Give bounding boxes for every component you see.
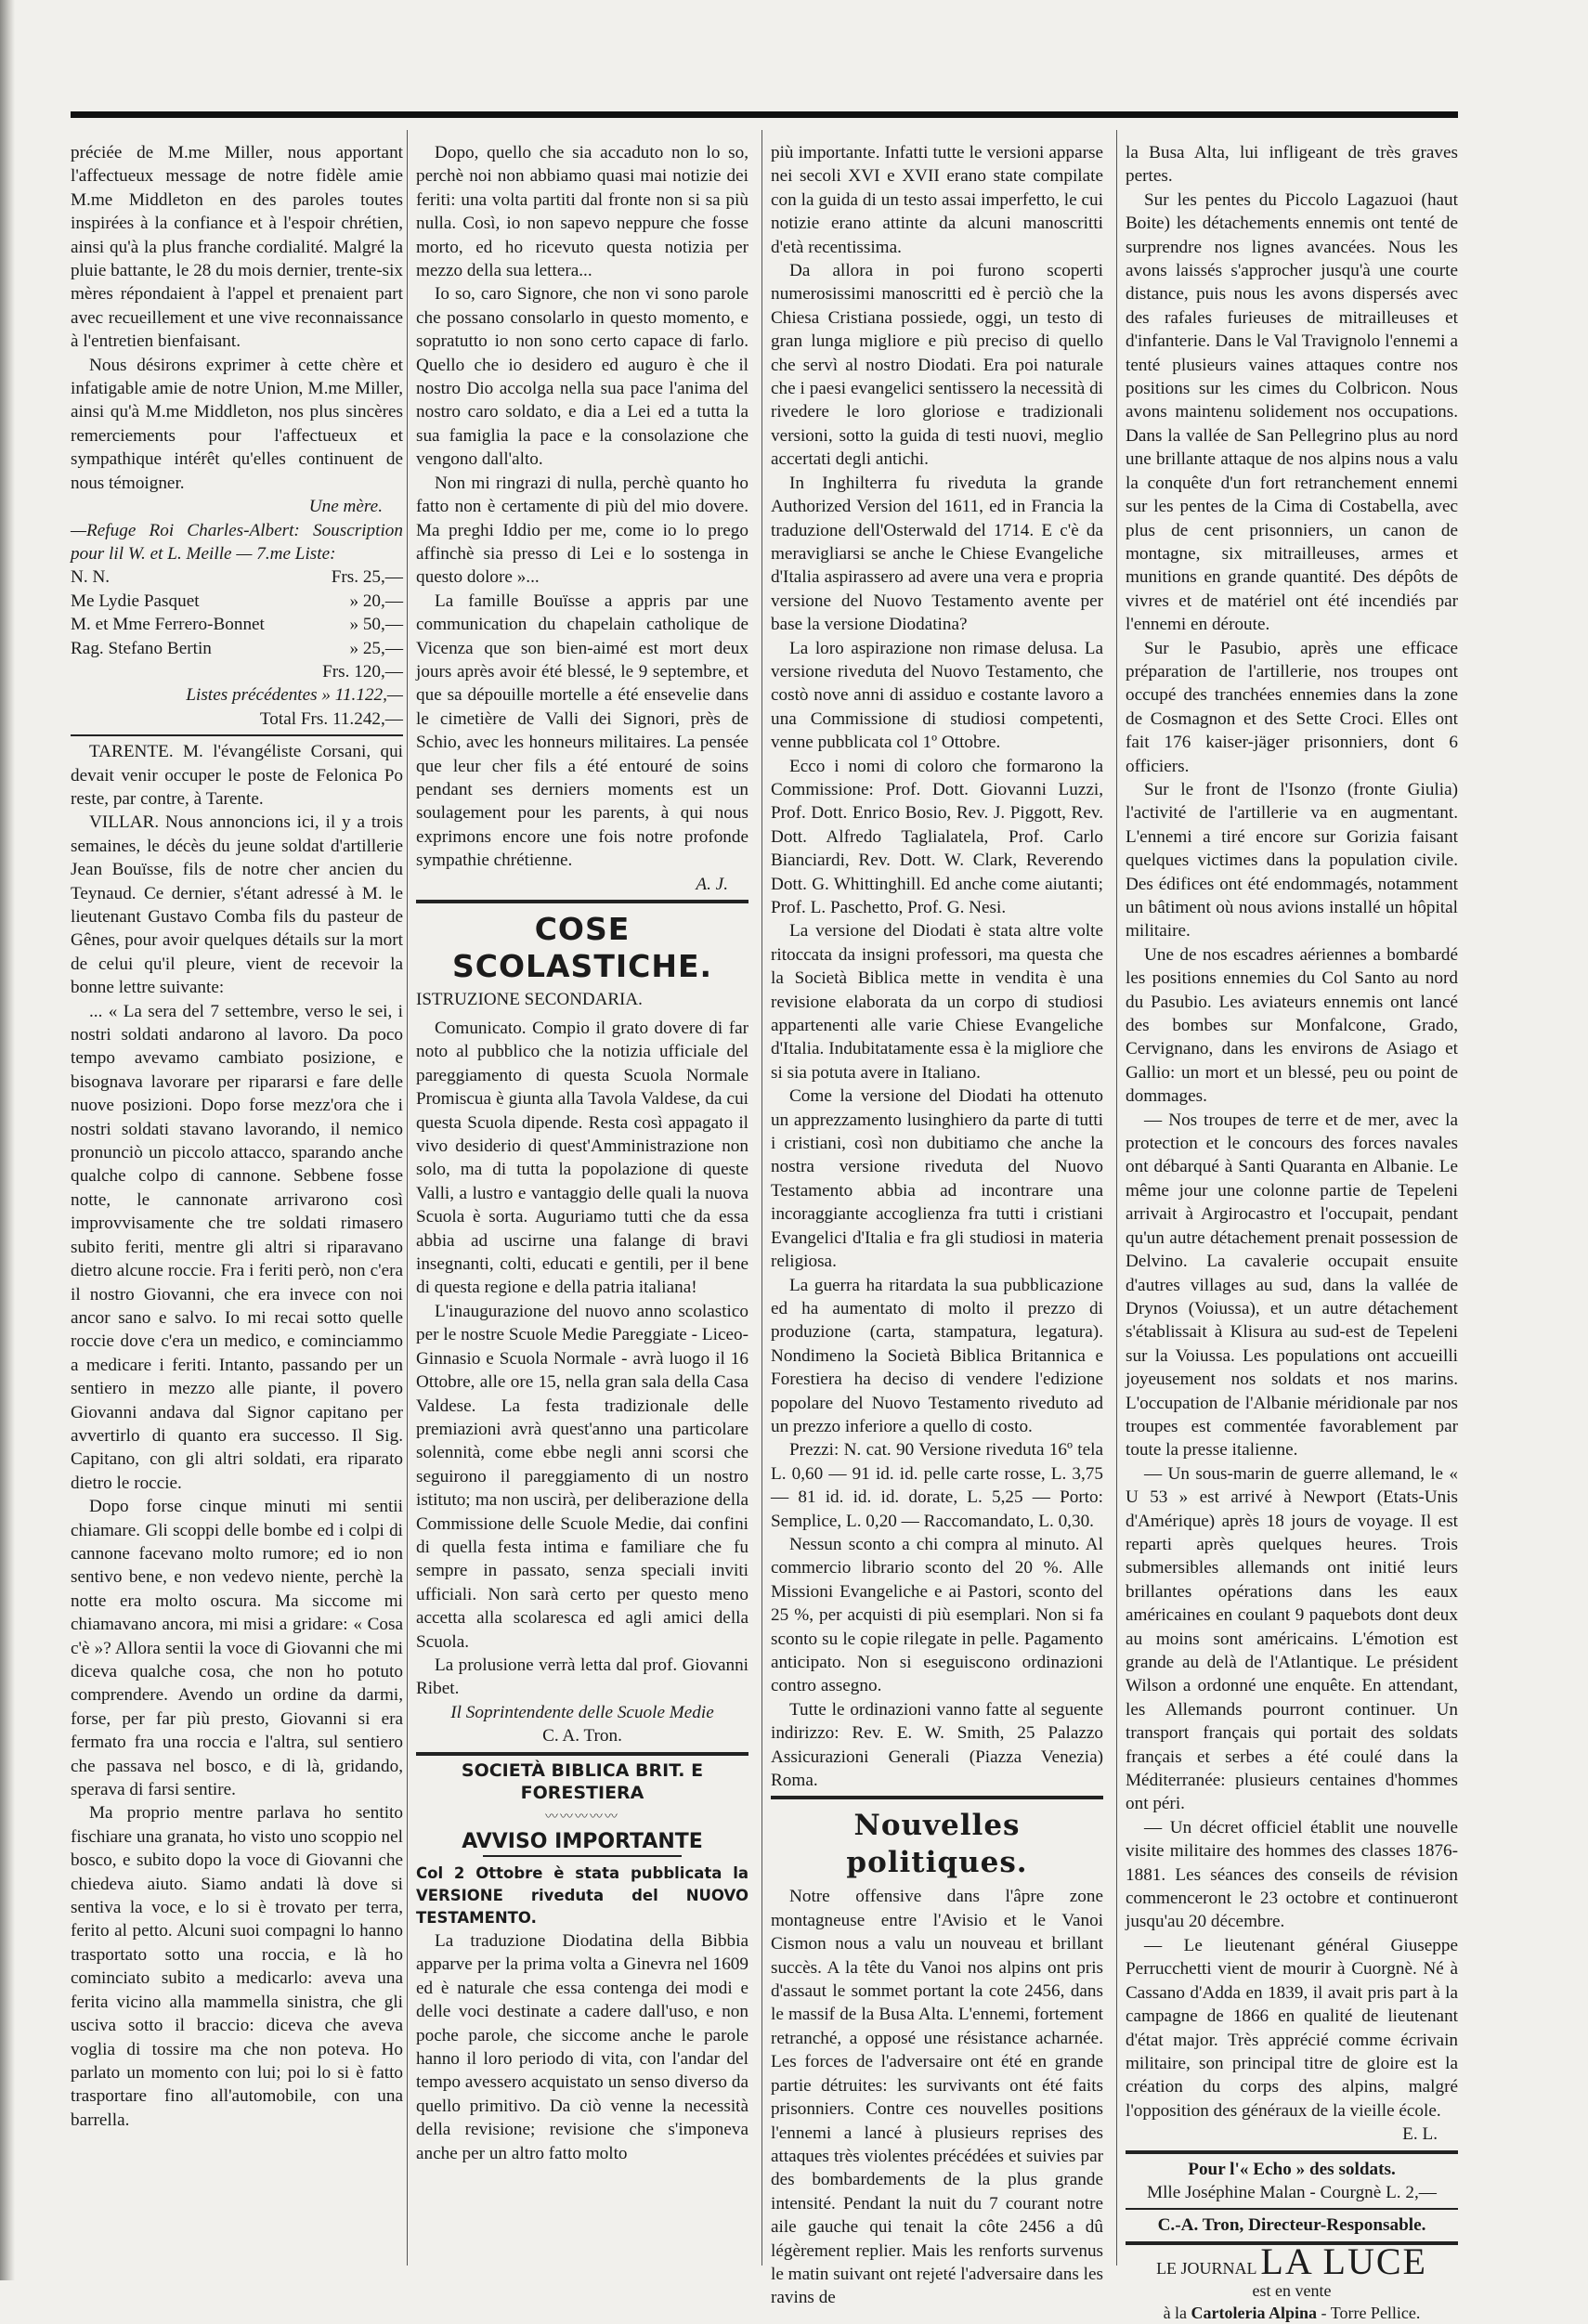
paragraph: In Inghilterra fu riveduta la grande Authorized Version del 1611, ed in Francia la traduzione dell'Osterwald del 1714. E c'è da meravigliarsi se anche le Chiese Evangeliche d'Italia aspirassero ad avere una vera e propria versione del Nuovo Testamento avente per base la versione Diodatina? (771, 473, 1103, 635)
divider (71, 734, 403, 736)
section-heading: SOCIETÀ BIBLICA BRIT. E FORESTIERA (461, 1759, 704, 1803)
paragraph: ... « La sera del 7 settembre, verso le sei, i nostri soldati andarono al lavoro. Da poco tempo avevamo cambiato posizione, e bisognava lavorare per ripararsi e fare delle nuove posizioni. Dopo forse mezz'ora che i nostri soldati stavano lavorando, il nemico pronunciò un piccolo attacco, sparando anche qualche colpo di cannone. Sebbene fosse notte, le cannonate arrivarono così improvvisamente che tre soldati rimasero subito feriti, mentre gli altri si riparavano dietro alcune roccie. Fra i feriti però, non c'era il nostro Giovanni, che era invece con noi ancor sano e salvo. Io mi recai sotto quelle roccie dove c'era un medico, e cominciammo a medicare i feriti. Intanto, passando per un sentiero in mezzo alle piante, il povero Giovanni andava dal Signor capitano per avvertirlo di quanto era successo. Il Sig. Capitano, con gli altri soldati, era riparato dietro le roccie. (71, 1001, 403, 1493)
divider (483, 1855, 683, 1857)
paragraph: Une de nos escadres aériennes a bombardé les positions ennemies du Col Santo au nord du Pasubio. Les aviateurs ennemis ont lancé des bombes sur Monfalcone, Grado, Cervignano, dans les environs de Asiago et Gallio: un mort et un blessé, peu ou point de dommages. (1126, 944, 1458, 1107)
paragraph: La guerra ha ritardata la sua pubblicazione ed ha aumentato di molto il prezzo di produzione (carta, stampatura, legatura). Nondimeno la Società Biblica Britannica e Forestiera ha deciso di vendere l'edizione popolare del Nuovo Testamento riveduto ad un prezzo inferiore a quello di costo. (771, 1275, 1103, 1436)
ornament-rule: 〰〰〰〰〰 (545, 1810, 619, 1824)
column-3 (771, 141, 1103, 2308)
divider (1126, 2150, 1458, 2154)
subscription-row: N. N. Frs. 25,— (71, 567, 403, 588)
subscription-row: Me Lydie Pasquet » 20,— (71, 591, 403, 611)
paragraph: Da allora in poi furono scoperti numerosissimi manoscritti ed è perciò che la Chiesa Cristiana possiede, oggi, un testo di gran lunga migliore e più preciso di quello che servì al nostro Diodati. Era poi naturale che i paesi evangelici sentissero la necessità di rivedere le loro gloriose e tradizionali versioni, sotto la guida di testi nuovi, meglio accertati degli antichi. (771, 261, 1103, 470)
paragraph: La prolusione verrà letta dal prof. Giovanni Ribet. (416, 1655, 748, 1699)
subscription-list (71, 565, 403, 731)
paragraph: — Le lieutenant général Giuseppe Perrucchetti vient de mourir à Cuorgnè. Né à Cassano d'Adda en 1839, il avait pris part à la campagne de 1866 en qualité de lieutenant d'état major. Très apprécié comme écrivain militaire, son principal titre de gloire est la création du corps des alpins, malgré l'opposition des généraux de la vieille école. (1126, 1935, 1458, 2121)
echo-line: Mlle Joséphine Malan - Courgnè L. 2,— (1147, 2182, 1437, 2202)
top-rule (71, 111, 1458, 118)
notice-heading: AVVISO IMPORTANTE (462, 1830, 703, 1853)
subscription-previous: Listes précédentes » 11.122,— (186, 685, 403, 706)
divider (1126, 2208, 1458, 2210)
paragraph: più importante. Infatti tutte le versioni apparse nei secoli XVI e XVII erano state compilate con la guida di un testo assai imperfetto, le cui notizie erano attinte da alcuni manoscritti d'età recentissima. (771, 143, 1103, 257)
subscription-sum: Frs. 120,— (322, 661, 403, 682)
paragraph: La loro aspirazione non rimase delusa. La versione riveduta del Nuovo Testamento, che costò nove anni di assiduo e costante lavoro a una Commissione di studiosi competenti, venne pubblicata col 1º Ottobre. (771, 638, 1103, 753)
column-1 (71, 141, 403, 2267)
signature-title: Il Soprintendente delle Scuole Medie (450, 1702, 714, 1722)
paragraph: Io so, caro Signore, che non vi sono parole che possano consolarlo in questo momento, e sopratutto io non sono certo capace di farlo. Quello che io desidero ed auguro è che il nostro Dio accolga nella sua pace l'anima del nostro caro soldato, e dia a Lei ed a tutta la sua famiglia la pace e la consolazione che vengono dall'alto. (416, 284, 748, 470)
column-rule-3 (1116, 130, 1117, 2266)
divider (416, 900, 748, 903)
echo-heading: Pour l'« Echo » des soldats. (1188, 2159, 1396, 2179)
paragraph: L'inaugurazione del nuovo anno scolastico per le nostre Scuole Medie Pareggiate - Liceo-Ginnasio e Scuola Normale - avrà luogo il 16 Ottobre, alle ore 15, nella gran sala della Casa Valdese. La festa tradizionale delle premiazioni avrà quest'anno una particolare solennità, come ebbe negli anni scorsi che seguirono il pareggiamento di un nostro istituto; ma non uscirà, per deliberazione della Commissione delle Scuole Medie, dai confini di quella festa intima e familiare che fu sempre in passato, senza speciali inviti ufficiali. Non sarà certo per questo meno accetta alla scolaresca ed agli amici della Scuola. (416, 1301, 748, 1652)
paragraph: Notre offensive dans l'âpre zone montagneuse entre l'Avisio et le Vanoi Cismon nous a valu un nouveau et brillant succès. A la tête du Vanoi nos alpins ont pris d'assaut le sommet portant la cote 2456, dans le massif de la Busa Alta. L'ennemi, fortement retranché, a opposé une résistance acharnée. Les forces de l'adversaire ont été en grande partie détruites: les survivants ont été faits prisonniers. Contre ces nouvelles positions l'ennemi a lancé à plusieurs reprises des attaques très violentes précédées et suivies par des bombardements de la plus grande intensité. Pendant la nuit du 7 courant notre aile gauche qui tenait la côte 2456 a dû légèrement replier. Mais les renforts survenus le matin suivant ont rejeté l'adversaire dans les ravins de (771, 1887, 1103, 2308)
paragraph: la Busa Alta, lui infligeant de très graves pertes. (1126, 143, 1458, 187)
paragraph: Sur le Pasubio, après une efficace préparation de l'artillerie, nos troupes ont occupé des tranchées ennemies dans la zone de Cosmagnon et des Sette Croci. Elles ont fait 176 kaiser-jäger prisonniers, dont 6 officiers. (1126, 638, 1458, 776)
section-subheading: ISTRUZIONE SECONDARIA. (416, 990, 643, 1009)
paragraph: La famille Bouïsse a appris par une communication du chapelain catholique de Vicenza que son bien-aimé est mort deux jours après avoir été blessé, le 9 septembre, et que sa dépouille mortelle a été ensevelie dans le cimetière de Valli dei Signori, près de Schio, avec les honneurs militaires. La pensée que leur cher fils a été entouré de soins pendant ses derniers moments est un soulagement pour les parents, à qui nous exprimons encore une fois notre profonde sympathie chrétienne. (416, 591, 748, 871)
signature: A. J. (696, 874, 728, 894)
director-line: C.-A. Tron, Directeur-Responsable. (1157, 2215, 1426, 2236)
paragraph: Dopo, quello che sia accaduto non lo so, perchè noi non abbiamo quasi mai notizie dei feriti: una volta partiti dal fronte non si sa più nulla. Così, io non sapevo neppure che fosse morto, ed ho ricevuto questa notizia per mezzo della sua lettera... (416, 143, 748, 281)
paragraph: préciée de M.me Miller, nous apportant l'affectueux message de notre fidèle amie M.me Middleton en des paroles toutes inspirées à la confiance et à l'espoir chrétien, ainsi qu'à la plus franche cordialité. Malgré la pluie battante, le 28 du mois dernier, trente-six mères répondaient à l'appel et prenaient part avec recueillement et une vive reconnaissance à l'entretien bienfaisant. (71, 143, 403, 352)
paragraph: Tutte le ordinazioni vanno fatte al seguente indirizzo: Rev. E. W. Smith, 25 Palazzo Assicurazioni Generali (Piazza Venezia) Roma. (771, 1699, 1103, 1791)
column-rule-1 (407, 130, 408, 2266)
paragraph: La versione del Diodati è stata altre volte ritoccata da insigni professori, ma questa che la Società Biblica mette in vendita è una revisione elaborata da un corpo di studiosi appartenenti alle varie Chiese Evangeliche d'Italia. Indubitatamente essa è la migliore che si sia potuta avere in Italiano. (771, 921, 1103, 1083)
paragraph: Non mi ringrazi di nulla, perchè quanto ho fatto non è certamente di più del mio dovere. Ma preghi Iddio per me, come io lo prego affinchè sia presso di Lei e lo sostenga in questo dolore »... (416, 473, 748, 588)
paragraph: Comunicato. Compio il grato dovere di far noto al pubblico che la notizia ufficiale del pareggiamento di questa Scuola Normale Promiscua è giunta alla Tavola Valdese, da cui questa Scuola dipende. Resta così appagato il vivo desiderio di quest'Amministrazione non solo, ma di tutta la popolazione di queste Valli, a lustro e vantaggio delle quali la nuova Scuola è sorta. Auguriamo tutti che da essa abbia ad uscirne una falange di bravi insegnanti, colti, educati e gentili, per il bene di questa regione e della patria italiana! (416, 1019, 748, 1298)
section-heading: COSE SCOLASTICHE. (451, 911, 713, 984)
paragraph: Nous désirons exprimer à cette chère et infatigable amie de notre Union, M.me Miller, ainsi qu'à M.me Middleton, nos plus sincères remerciements pour l'affectueux et sympathique intérêt qu'elles continuent de nous témoigner. (71, 355, 403, 493)
subscription-row: Rag. Stefano Bertin » 25,— (71, 638, 403, 658)
paragraph: — Nos troupes de terre et de mer, avec la protection et le concours des forces navales ont débarqué à Santi Quaranta en Albanie. Le même jour une colonne partie de Tepeleni arrivait à Argirocastro et l'occupait, pendant qu'un autre détachement prenait possession de Delvino. La cavalerie occupait ensuite d'autres villages au sud, dans la vallée de Drynos (Voiussa), et un autre détachement s'établissait à Klisura au sud-est de Tepeleni sur la Voiussa. Les populations ont accueilli joyeusement nos soldats et nos marins. L'occupation de l'Albanie méridionale par nos troupes est commentée favorablement par toute la presse italienne. (1126, 1110, 1458, 1461)
scan-edge-shadow (0, 0, 15, 2280)
subscription-total: Total Frs. 11.242,— (259, 708, 403, 729)
paragraph: Come la versione del Diodati ha ottenuto un apprezzamento lusinghiero da parte di tutti i cristiani, così non dubitiamo che anche la nostra versione riveduta del Nuovo Testamento abbia ad incontrare una incoraggiante accoglienza fra tutti i cristiani Evangelici d'Italia e fra gli studiosi in materia religiosa. (771, 1086, 1103, 1272)
la-luce-title: LA LUCE (1260, 2240, 1427, 2282)
paragraph: TARENTE. M. l'évangéliste Corsani, qui devait venir occuper le poste de Felonica Po reste, par contre, à Tarente. (71, 742, 403, 809)
notice-lead: Col 2 Ottobre è stata pubblicata la VERSIONE riveduta del NUOVO TESTAMENTO. (416, 1864, 748, 1927)
column-rule-2 (761, 130, 762, 2266)
subscription-row: M. et Mme Ferrero-Bonnet » 50,— (71, 615, 403, 635)
column-2 (416, 141, 748, 2267)
la-luce-advert: LE JOURNAL LA LUCE est en vente à la Cartoleria Alpina - Torre Pellice. (1156, 2240, 1427, 2322)
column-4 (1126, 141, 1458, 2322)
signature: E. L. (1402, 2124, 1438, 2145)
divider (771, 1796, 1103, 1799)
paragraph: Sur le front de l'Isonzo (fronte Giulia) l'activité de l'artillerie va en augmentant. L'ennemi a tiré encore sur Gorizia faisant quelques victimes dans la population civile. Des édifices ont été endommagés, notamment un bâtiment où nous avions installé un hôpital militaire. (1126, 779, 1458, 941)
paragraph: — Un sous-marin de guerre allemand, le « U 53 » est arrivé à Newport (Etats-Unis d'Amérique) après 18 jours de voyage. Il est reparti après quelques heures. Trois submersibles allemands ont initié leurs brillantes opérations dans les eaux américaines en coulant 9 paquebots dont deux au moins sont américains. L'émotion est grande au delà de l'Atlantique. Le président Wilson a ordonné une enquête. En attendant, les Allemands pourront continuer. Un transport français qui portait des soldats français et serbes a été coulé dans la Méditerranée: plusieurs centaines d'hommes ont péri. (1126, 1463, 1458, 1814)
signature: Une mère. (308, 497, 383, 517)
divider (416, 1752, 748, 1756)
paragraph: — Un décret officiel établit une nouvelle visite militaire des hommes des classes 1876-1881. Les séances des conseils de révision commenceront le 23 octobre et continueront jusqu'au 20 décembre. (1126, 1817, 1458, 1932)
paragraph: Ma proprio mentre parlava ho sentito fischiare una granata, ho visto uno scoppio nel bosco, e subito dopo la voce di Giovanni che chiedeva aiuto. Siamo andati là dove si sentiva la voce, e lo si è trovato per terra, ferito al petto. Alcuni suoi compagni lo hanno trasportato sotto una roccia, e là ho cominciato subito a medicarlo: aveva una ferita vicino alla mammella sinistra, che gli usciva sotto il braccio: diceva che aveva voglia di tossire ma che non poteva. Ho parlato un momento con lui; poi lo si è fatto trasportare fino all'automobile, con una barrella. (71, 1803, 403, 2130)
paragraph: La traduzione Diodatina della Bibbia apparve per la prima volta a Ginevra nel 1609 ed è naturale che essa contenga dei modi e delle voci destinate a cadere dall'uso, e non poche parole, che siccome anche le parole hanno il loro periodo di vita, con l'andar del tempo avessero acquistato un senso diverso da quello primitivo. Da ciò venne la necessità della revisione; revisione che s'imponeva anche per un altro fatto molto (416, 1931, 748, 2163)
paragraph: Dopo forse cinque minuti mi sentii chiamare. Gli scoppi delle bombe ed i colpi di cannone facevano molto rumore; ed io non sentivo bene, e non vedevo niente, perchè la notte era molto oscura. Ma siccome mi chiamavano ancora, mi misi a gridare: « Cosa c'è »? Allora sentii la voce di Giovanni che mi diceva qualche cosa, che non ho potuto comprendere. Avendo un ordine da darmi, forse, per far più presto, Giovanni si era fermato fra una roccia e l'altra, sul sentiero che passava nel bosco, e di là, gridando, sperava di farsi sentire. (71, 1497, 403, 1800)
section-heading: Nouvelles politiques. (846, 1809, 1028, 1880)
paragraph: Nessun sconto a chi compra al minuto. Al commercio librario sconto del 20 %. Alle Missioni Evangeliche e ai Pastori, sconto del 25 %, per acquisti di più esemplari. Non si fa sconto su le copie rilegate in pelle. Pagamento anticipato. Non si eseguiscono ordinazioni contro assegno. (771, 1534, 1103, 1696)
paragraph: Ecco i nomi di coloro che formarono la Commissione: Prof. Dott. Giovanni Luzzi, Prof. Dott. Enrico Bosio, Rev. J. Piggott, Rev. Dott. Alfredo Taglialatela, Prof. Carlo Bianciardi, Rev. Dott. W. Clark, Reverendo Dott. G. Whittinghill. Ed anche come aiutanti; Prof. L. Paschetto, Prof. G. Nesi. (771, 756, 1103, 917)
paragraph: Sur les pentes du Piccolo Lagazuoi (haut Boite) les détachements ennemis ont tenté de surprendre nos lignes avancées. Nous les avons laissés s'approcher jusqu'à une courte distance, puis nous les avons dispersés avec des rafales furieuses de mitrailleuses et d'infanterie. Dans le Val Travignolo l'ennemi a tenté plusieurs vaines attaques contre nos positions sur les cimes du Colbricon. Nous avons maintenu solidement nos occupations. Dans la vallée de San Pellegrino plus au nord une brillante attaque de nos alpins nous a valu la conquête d'un fort retranchement ennemi sur les pentes de la Cima di Costabella, avec plus de cent prisonniers, un canon de montagne, six mitrailleuses, armes et munitions en grande quantité. Des dépôts de vivres et de matériel ont été incendiés par l'ennemi en déroute. (1126, 189, 1458, 635)
subscription-title: —Refuge Roi Charles-Albert: Souscription pour lil W. et L. Meille — 7.me Liste: (71, 520, 403, 564)
paragraph: Prezzi: N. cat. 90 Versione riveduta 16º tela L. 0,60 — 91 id. id. pelle carte rosse, L. 3,75 — 81 id. id. id. dorate, L. 5,25 — Porto: Semplice, L. 0,20 — Raccomandato, L. 0,30. (771, 1440, 1103, 1531)
signature: C. A. Tron. (542, 1726, 622, 1746)
paragraph: VILLAR. Nous annoncions ici, il y a trois semaines, le décès du jeune soldat d'artillerie Jean Bouïsse, fils de notre cher ancien du Teynaud. Ce dernier, s'étant adressé à M. le lieutenant Gustavo Comba fils du pasteur de Gênes, pour avoir quelques détails sur la mort de celui qu'il pleure, vient de recevoir la bonne lettre suivante: (71, 812, 403, 998)
